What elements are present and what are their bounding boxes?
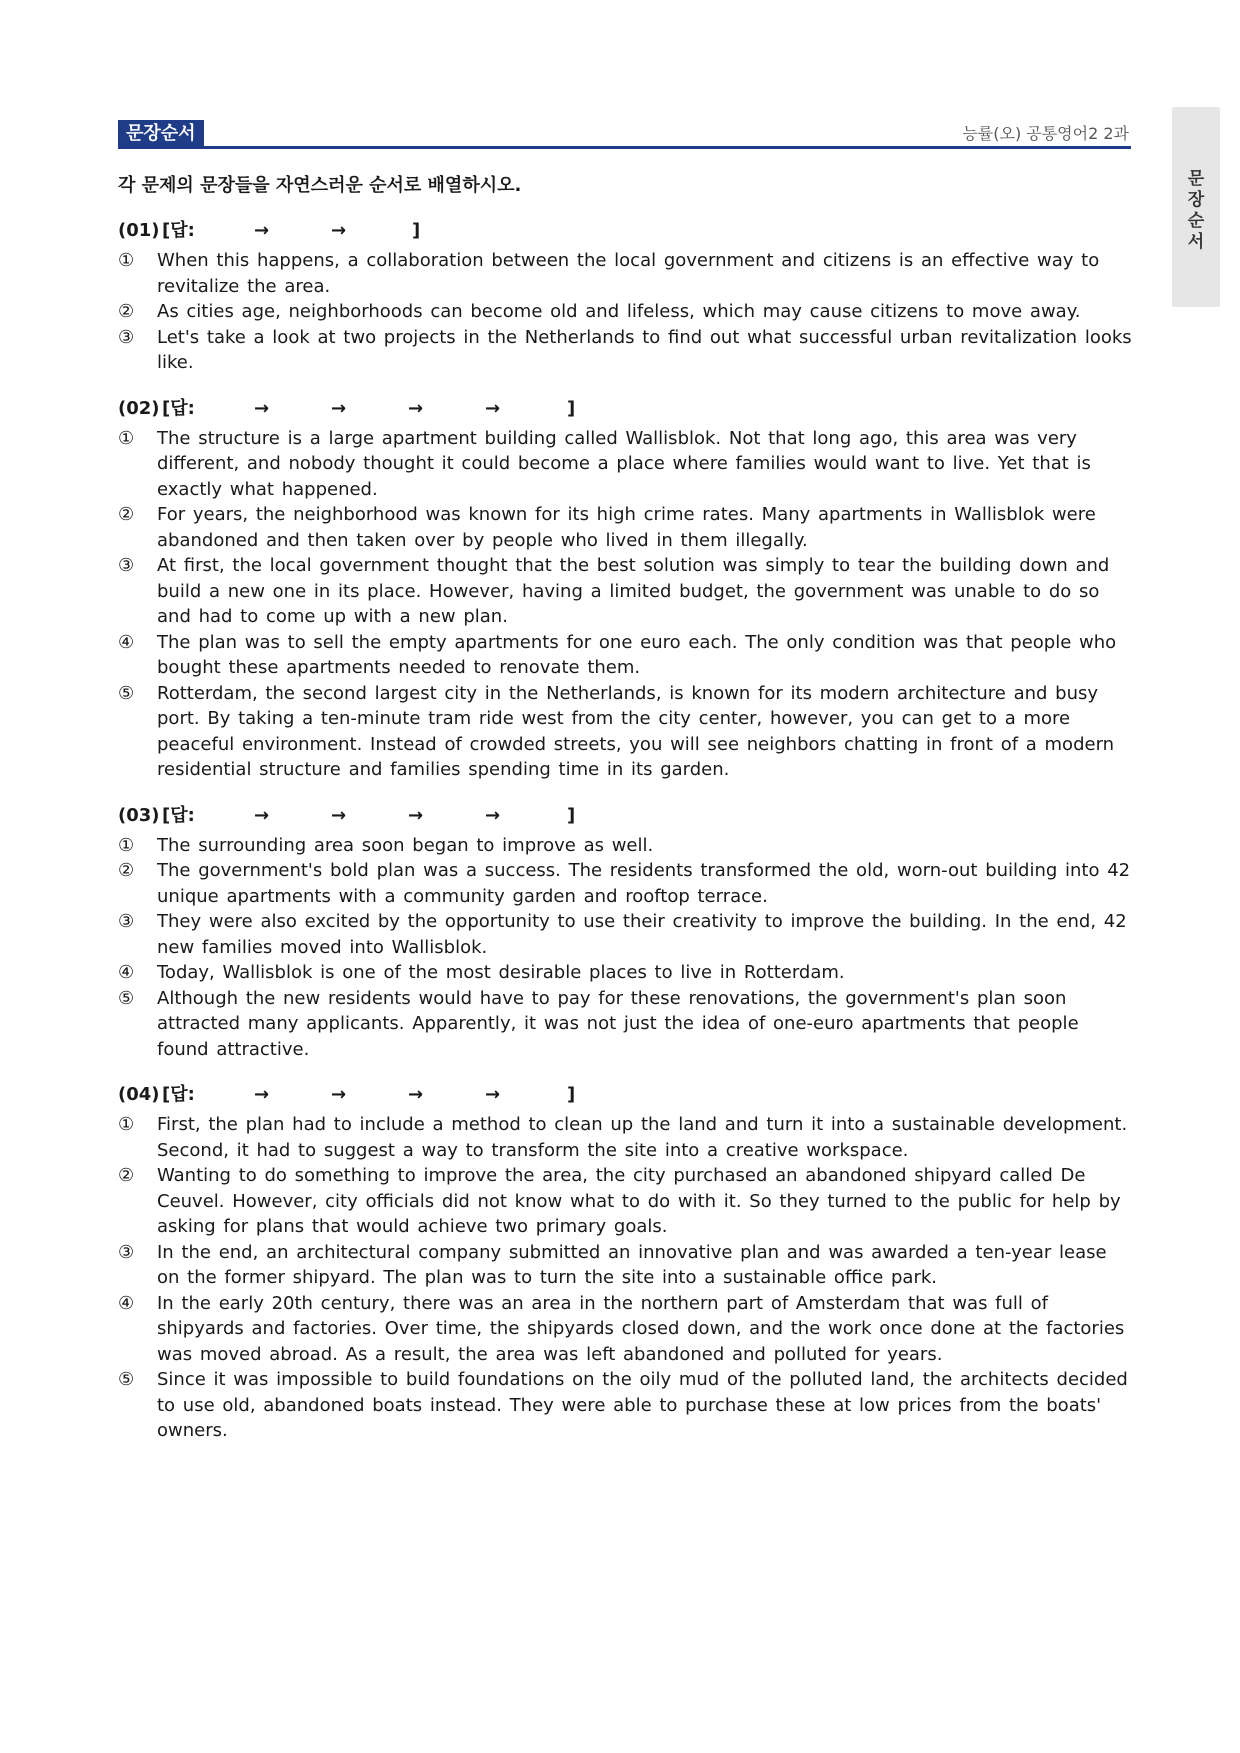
- choice-text: Since it was impossible to build foundations on the oily mud of the polluted land, the architects decided to use old, abandoned boats instead. They were able to purchase these at low prices from the boats' owners.: [157, 1369, 1128, 1441]
- choice-number: ①: [118, 427, 135, 449]
- answer-label: [답:: [162, 220, 195, 241]
- choice-number: ③: [118, 911, 135, 932]
- question-number: (02): [118, 397, 160, 419]
- choice-number: ①: [118, 834, 135, 856]
- side-tab-char: 서: [1187, 232, 1205, 252]
- choice-sentence: [118, 960, 1132, 986]
- choice-number: ①: [118, 250, 135, 271]
- question-1: [118, 218, 1132, 376]
- question-header: [118, 1082, 1132, 1108]
- order-arrow: →: [408, 397, 424, 419]
- choice-sentence: [118, 1240, 1132, 1291]
- choice-text: In the early 20th century, there was an area in the northern part of Amsterdam that was full of shipyards and factories. Over time, the shipyards closed down, and the work once done at the factories was moved abroad. As a result, the area was left abandoned and polluted for years.: [157, 1292, 1125, 1365]
- side-tab-char: 장: [1187, 190, 1205, 210]
- choice-sentence: [118, 858, 1132, 909]
- choice-sentence: [118, 502, 1132, 553]
- choice-sentence: [118, 426, 1132, 503]
- worksheet-content: [118, 174, 1132, 1464]
- choice-number: ④: [118, 1292, 135, 1314]
- question-number: (04): [118, 1084, 160, 1105]
- order-arrow: →: [485, 1084, 501, 1105]
- order-arrow: →: [254, 804, 270, 826]
- answer-close-bracket: ]: [412, 220, 421, 241]
- answer-close-bracket: ]: [567, 397, 576, 419]
- choice-number: ⑤: [118, 987, 135, 1009]
- choice-text: As cities age, neighborhoods can become old and lifeless, which may cause citizens to move away.: [157, 301, 1081, 322]
- course-info: 능률(오) 공통영어2 2과: [962, 124, 1129, 143]
- choice-number: ④: [118, 631, 135, 653]
- choice-text: Although the new residents would have to pay for these renovations, the government's plan soon attracted many applicants. Apparently, it was not just the idea of one-euro apartments that people found attractive.: [157, 987, 1079, 1060]
- question-number: (03): [118, 804, 160, 826]
- choice-sentence: [118, 1112, 1132, 1163]
- section-badge: 문장순서: [118, 120, 204, 147]
- choice-sentence: [118, 1367, 1132, 1444]
- choice-text: Today, Wallisblok is one of the most desirable places to live in Rotterdam.: [157, 962, 845, 983]
- question-list: [118, 218, 1132, 1444]
- order-arrow: →: [408, 1084, 424, 1105]
- choice-sentence: [118, 1291, 1132, 1368]
- order-arrow: →: [254, 397, 270, 419]
- choice-text: When this happens, a collaboration between the local government and citizens is an effective way to revitalize the area.: [157, 250, 1100, 297]
- answer-close-bracket: ]: [567, 804, 576, 826]
- choice-number: ③: [118, 326, 135, 348]
- question-header: [118, 803, 1132, 829]
- instruction-text: 각 문제의 문장들을 자연스러운 순서로 배열하시오.: [118, 175, 522, 196]
- side-tab-label: [1172, 169, 1220, 253]
- choice-text: Rotterdam, the second largest city in the Netherlands, is known for its modern architecture and busy port. By taking a ten-minute tram ride west from the city center, however, you can get to a more peaceful environment. Instead of crowded streets, you will see neighbors chatting in front of a modern residential structure and families spending time in its garden.: [157, 682, 1115, 780]
- choice-sentence: [118, 325, 1132, 376]
- answer-label: [답:: [162, 397, 195, 419]
- question-4: [118, 1082, 1132, 1444]
- question-header: [118, 396, 1132, 422]
- choice-text: They were also excited by the opportunity to use their creativity to improve the building. In the end, 42 new families moved into Wallisblok.: [157, 911, 1127, 958]
- choice-text: The surrounding area soon began to improve as well.: [157, 834, 654, 856]
- choice-sentence: [118, 248, 1132, 299]
- question-number: (01): [118, 220, 160, 241]
- header-divider: [118, 146, 1131, 149]
- question-2: [118, 396, 1132, 783]
- choice-text: The government's bold plan was a success. The residents transformed the old, worn-out building into 42 unique apartments with a community garden and rooftop terrace.: [157, 860, 1131, 907]
- choice-text: At first, the local government thought that the best solution was simply to tear the building down and build a new one in its place. However, having a limited budget, the government was unable to do so and had to come up with a new plan.: [157, 555, 1110, 627]
- choice-sentence: [118, 553, 1132, 630]
- choice-number: ①: [118, 1114, 135, 1135]
- order-arrow: →: [254, 220, 270, 241]
- answer-label: [답:: [162, 1084, 195, 1105]
- answer-close-bracket: ]: [567, 1084, 576, 1105]
- choice-text: The plan was to sell the empty apartments for one euro each. The only condition was that people who bought these apartments needed to renovate them.: [157, 631, 1117, 678]
- order-arrow: →: [408, 804, 424, 826]
- order-arrow: →: [485, 397, 501, 419]
- choice-text: Let's take a look at two projects in the Netherlands to find out what successful urban revitalization looks like.: [157, 326, 1132, 373]
- choice-number: ②: [118, 301, 135, 322]
- choice-sentence: [118, 299, 1132, 325]
- order-arrow: →: [331, 1084, 347, 1105]
- choice-text: For years, the neighborhood was known for its high crime rates. Many apartments in Wallisblok were abandoned and then taken over by people who lived in them illegally.: [157, 504, 1096, 551]
- side-tab-char: 문: [1187, 169, 1205, 189]
- question-header: [118, 218, 1132, 244]
- question-3: [118, 803, 1132, 1063]
- order-arrow: →: [331, 397, 347, 419]
- answer-label: [답:: [162, 804, 195, 826]
- choice-number: ⑤: [118, 1369, 135, 1390]
- choice-number: ③: [118, 555, 135, 576]
- order-arrow: →: [254, 1084, 270, 1105]
- order-arrow: →: [331, 220, 347, 241]
- choice-number: ②: [118, 1165, 135, 1186]
- choice-sentence: [118, 833, 1132, 859]
- choice-sentence: [118, 1163, 1132, 1240]
- side-section-tab: [1172, 107, 1220, 307]
- choice-number: ④: [118, 962, 135, 983]
- choice-text: First, the plan had to include a method to clean up the land and turn it into a sustainable development. Second, it had to suggest a way to transform the site into a creative workspace.: [157, 1114, 1128, 1161]
- choice-number: ⑤: [118, 682, 135, 704]
- order-arrow: →: [331, 804, 347, 826]
- choice-text: Wanting to do something to improve the area, the city purchased an abandoned shipyard called De Ceuvel. However, city officials did not know what to do with it. So they turned to the public for help by asking for plans that would achieve two primary goals.: [157, 1165, 1121, 1237]
- choice-sentence: [118, 681, 1132, 783]
- order-arrow: →: [485, 804, 501, 826]
- choice-number: ②: [118, 860, 135, 881]
- choice-text: The structure is a large apartment building called Wallisblok. Not that long ago, this area was very different, and nobody thought it could become a place where families would want to live. Yet that is exactly what happened.: [157, 427, 1091, 500]
- choice-text: In the end, an architectural company submitted an innovative plan and was awarded a ten-year lease on the former shipyard. The plan was to turn the site into a sustainable office park.: [157, 1241, 1107, 1288]
- choice-sentence: [118, 630, 1132, 681]
- side-tab-char: 순: [1187, 211, 1205, 231]
- choice-number: ③: [118, 1241, 135, 1263]
- choice-sentence: [118, 909, 1132, 960]
- choice-number: ②: [118, 504, 135, 525]
- choice-sentence: [118, 986, 1132, 1063]
- page-header: [118, 120, 1131, 148]
